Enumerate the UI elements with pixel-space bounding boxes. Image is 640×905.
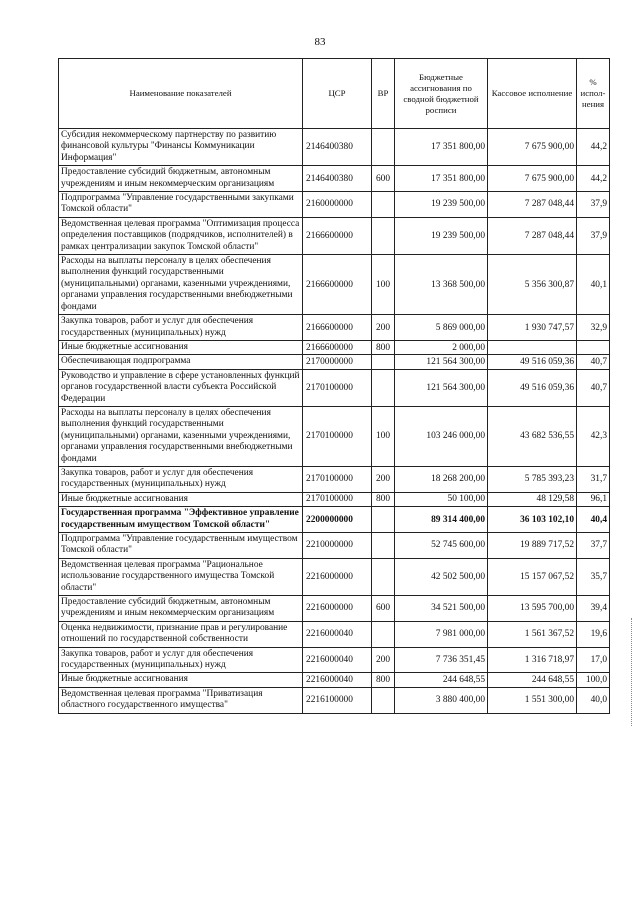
cell-budget: 244 648,55	[395, 673, 488, 687]
cell-pct: 42,3	[577, 406, 610, 466]
table-row	[59, 166, 610, 192]
cell-csr: 2216100000	[303, 687, 372, 713]
margin-mark	[631, 618, 634, 726]
cell-cash: 5 785 393,23	[488, 466, 577, 492]
table-row	[59, 369, 610, 406]
cell-vr	[372, 558, 395, 595]
cell-csr: 2170100000	[303, 369, 372, 406]
cell-cash: 7 675 900,00	[488, 129, 577, 166]
cell-csr: 2166600000	[303, 255, 372, 315]
cell-pct: 40,7	[577, 355, 610, 369]
cell-name: Оценка недвижимости, признание прав и регулирование отношений по государственной собственности	[59, 621, 303, 647]
cell-budget: 34 521 500,00	[395, 596, 488, 622]
cell-budget: 3 880 400,00	[395, 687, 488, 713]
cell-budget: 19 239 500,00	[395, 192, 488, 218]
cell-cash: 49 516 059,36	[488, 355, 577, 369]
cell-pct: 19,6	[577, 621, 610, 647]
cell-vr	[372, 192, 395, 218]
cell-name: Обеспечивающая подпрограмма	[59, 355, 303, 369]
cell-csr: 2216000000	[303, 558, 372, 595]
cell-name: Ведомственная целевая программа "Рациональное использование государственного имущества Томской области"	[59, 558, 303, 595]
cell-name: Закупка товаров, работ и услуг для обеспечения государственных (муниципальных) нужд	[59, 315, 303, 341]
budget-table	[58, 58, 610, 714]
cell-pct: 96,1	[577, 492, 610, 506]
cell-budget: 2 000,00	[395, 340, 488, 354]
header-budget: Бюджетные ассигнования по сводной бюджетной росписи	[395, 59, 488, 129]
cell-pct: 40,4	[577, 507, 610, 533]
cell-cash: 43 682 536,55	[488, 406, 577, 466]
cell-cash: 48 129,58	[488, 492, 577, 506]
cell-name: Подпрограмма "Управление государственным имуществом Томской области"	[59, 533, 303, 559]
table-row	[59, 315, 610, 341]
cell-csr: 2170000000	[303, 355, 372, 369]
cell-csr: 2170100000	[303, 406, 372, 466]
cell-vr	[372, 507, 395, 533]
header-csr: ЦСР	[303, 59, 372, 129]
cell-pct: 37,7	[577, 533, 610, 559]
cell-pct: 40,0	[577, 687, 610, 713]
cell-budget: 17 351 800,00	[395, 129, 488, 166]
cell-cash: 36 103 102,10	[488, 507, 577, 533]
cell-cash: 7 675 900,00	[488, 166, 577, 192]
cell-vr	[372, 355, 395, 369]
cell-name: Иные бюджетные ассигнования	[59, 492, 303, 506]
cell-vr: 600	[372, 596, 395, 622]
cell-name: Государственная программа "Эффективное управление государственным имуществом Томской области"	[59, 507, 303, 533]
table-row	[59, 355, 610, 369]
cell-cash: 49 516 059,36	[488, 369, 577, 406]
table-body	[59, 129, 610, 714]
cell-pct	[577, 340, 610, 354]
cell-pct: 40,7	[577, 369, 610, 406]
cell-vr	[372, 621, 395, 647]
cell-pct: 31,7	[577, 466, 610, 492]
cell-cash: 1 551 300,00	[488, 687, 577, 713]
table-row	[59, 507, 610, 533]
cell-vr: 800	[372, 340, 395, 354]
cell-vr: 800	[372, 673, 395, 687]
cell-pct: 39,4	[577, 596, 610, 622]
table-row	[59, 192, 610, 218]
table-row	[59, 466, 610, 492]
cell-name: Расходы на выплаты персоналу в целях обеспечения выполнения функций государственными (муниципальными) органами, казенными учреждениями, органами управления государственными внебюджетными фондами	[59, 255, 303, 315]
cell-cash: 19 889 717,52	[488, 533, 577, 559]
page-number: 83	[314, 36, 326, 48]
cell-name: Иные бюджетные ассигнования	[59, 340, 303, 354]
cell-budget: 13 368 500,00	[395, 255, 488, 315]
header-name: Наименование показателей	[59, 59, 303, 129]
cell-budget: 52 745 600,00	[395, 533, 488, 559]
header-vr: ВР	[372, 59, 395, 129]
cell-budget: 19 239 500,00	[395, 217, 488, 254]
cell-csr: 2166600000	[303, 217, 372, 254]
cell-vr: 200	[372, 647, 395, 673]
table-row	[59, 217, 610, 254]
cell-pct: 100,0	[577, 673, 610, 687]
cell-csr: 2160000000	[303, 192, 372, 218]
cell-csr: 2210000000	[303, 533, 372, 559]
cell-pct: 44,2	[577, 129, 610, 166]
cell-cash: 15 157 067,52	[488, 558, 577, 595]
cell-budget: 121 564 300,00	[395, 369, 488, 406]
cell-vr: 200	[372, 315, 395, 341]
table-row	[59, 129, 610, 166]
cell-cash: 1 930 747,57	[488, 315, 577, 341]
cell-cash: 13 595 700,00	[488, 596, 577, 622]
cell-csr: 2216000040	[303, 673, 372, 687]
cell-vr	[372, 687, 395, 713]
header-cash: Кассовое исполнение	[488, 59, 577, 129]
table-row	[59, 596, 610, 622]
table-row	[59, 340, 610, 354]
table-row	[59, 687, 610, 713]
header-pct: % испол-нения	[577, 59, 610, 129]
cell-cash: 244 648,55	[488, 673, 577, 687]
cell-budget: 103 246 000,00	[395, 406, 488, 466]
cell-name: Подпрограмма "Управление государственными закупками Томской области"	[59, 192, 303, 218]
cell-csr: 2216000000	[303, 596, 372, 622]
cell-name: Предоставление субсидий бюджетным, автономным учреждениям и иным некоммерческим организациям	[59, 166, 303, 192]
cell-cash: 7 287 048,44	[488, 192, 577, 218]
cell-name: Иные бюджетные ассигнования	[59, 673, 303, 687]
cell-vr	[372, 217, 395, 254]
table-row	[59, 406, 610, 466]
table-header-row	[59, 59, 610, 129]
table-row	[59, 621, 610, 647]
cell-budget: 7 736 351,45	[395, 647, 488, 673]
cell-pct: 32,9	[577, 315, 610, 341]
cell-csr: 2146400380	[303, 166, 372, 192]
cell-budget: 89 314 400,00	[395, 507, 488, 533]
table-row	[59, 558, 610, 595]
cell-budget: 5 869 000,00	[395, 315, 488, 341]
cell-csr: 2170100000	[303, 466, 372, 492]
cell-budget: 42 502 500,00	[395, 558, 488, 595]
cell-pct: 40,1	[577, 255, 610, 315]
cell-budget: 50 100,00	[395, 492, 488, 506]
cell-csr: 2216000040	[303, 621, 372, 647]
cell-name: Ведомственная целевая программа "Приватизация областного государственного имущества"	[59, 687, 303, 713]
cell-name: Субсидия некоммерческому партнерству по развитию финансовой культуры "Финансы Коммуникации Информация"	[59, 129, 303, 166]
table-row	[59, 647, 610, 673]
cell-csr: 2166600000	[303, 315, 372, 341]
cell-name: Руководство и управление в сфере установленных функций органов государственной власти субъекта Российской Федерации	[59, 369, 303, 406]
cell-cash: 1 316 718,97	[488, 647, 577, 673]
cell-cash: 7 287 048,44	[488, 217, 577, 254]
cell-csr: 2170100000	[303, 492, 372, 506]
cell-budget: 17 351 800,00	[395, 166, 488, 192]
cell-cash: 1 561 367,52	[488, 621, 577, 647]
cell-name: Закупка товаров, работ и услуг для обеспечения государственных (муниципальных) нужд	[59, 647, 303, 673]
cell-vr: 100	[372, 255, 395, 315]
cell-vr: 800	[372, 492, 395, 506]
cell-csr: 2146400380	[303, 129, 372, 166]
cell-pct: 37,9	[577, 192, 610, 218]
cell-name: Закупка товаров, работ и услуг для обеспечения государственных (муниципальных) нужд	[59, 466, 303, 492]
cell-pct: 17,0	[577, 647, 610, 673]
cell-pct: 35,7	[577, 558, 610, 595]
cell-name: Ведомственная целевая программа "Оптимизация процесса определения поставщиков (подрядчиков, исполнителей) в рамках централизации закупок Томской области"	[59, 217, 303, 254]
cell-csr: 2200000000	[303, 507, 372, 533]
table-row	[59, 492, 610, 506]
cell-pct: 44,2	[577, 166, 610, 192]
cell-pct: 37,9	[577, 217, 610, 254]
cell-vr	[372, 369, 395, 406]
cell-vr	[372, 533, 395, 559]
cell-vr	[372, 129, 395, 166]
cell-name: Расходы на выплаты персоналу в целях обеспечения выполнения функций государственными (муниципальными) органами, казенными учреждениями, органами управления государственными внебюджетными фондами	[59, 406, 303, 466]
cell-budget: 121 564 300,00	[395, 355, 488, 369]
cell-name: Предоставление субсидий бюджетным, автономным учреждениям и иным некоммерческим организациям	[59, 596, 303, 622]
cell-vr: 100	[372, 406, 395, 466]
cell-cash: 5 356 300,87	[488, 255, 577, 315]
cell-vr: 200	[372, 466, 395, 492]
cell-cash	[488, 340, 577, 354]
cell-csr: 2216000040	[303, 647, 372, 673]
cell-csr: 2166600000	[303, 340, 372, 354]
table-row	[59, 673, 610, 687]
table-row	[59, 533, 610, 559]
cell-budget: 18 268 200,00	[395, 466, 488, 492]
cell-budget: 7 981 000,00	[395, 621, 488, 647]
table-row	[59, 255, 610, 315]
cell-vr: 600	[372, 166, 395, 192]
